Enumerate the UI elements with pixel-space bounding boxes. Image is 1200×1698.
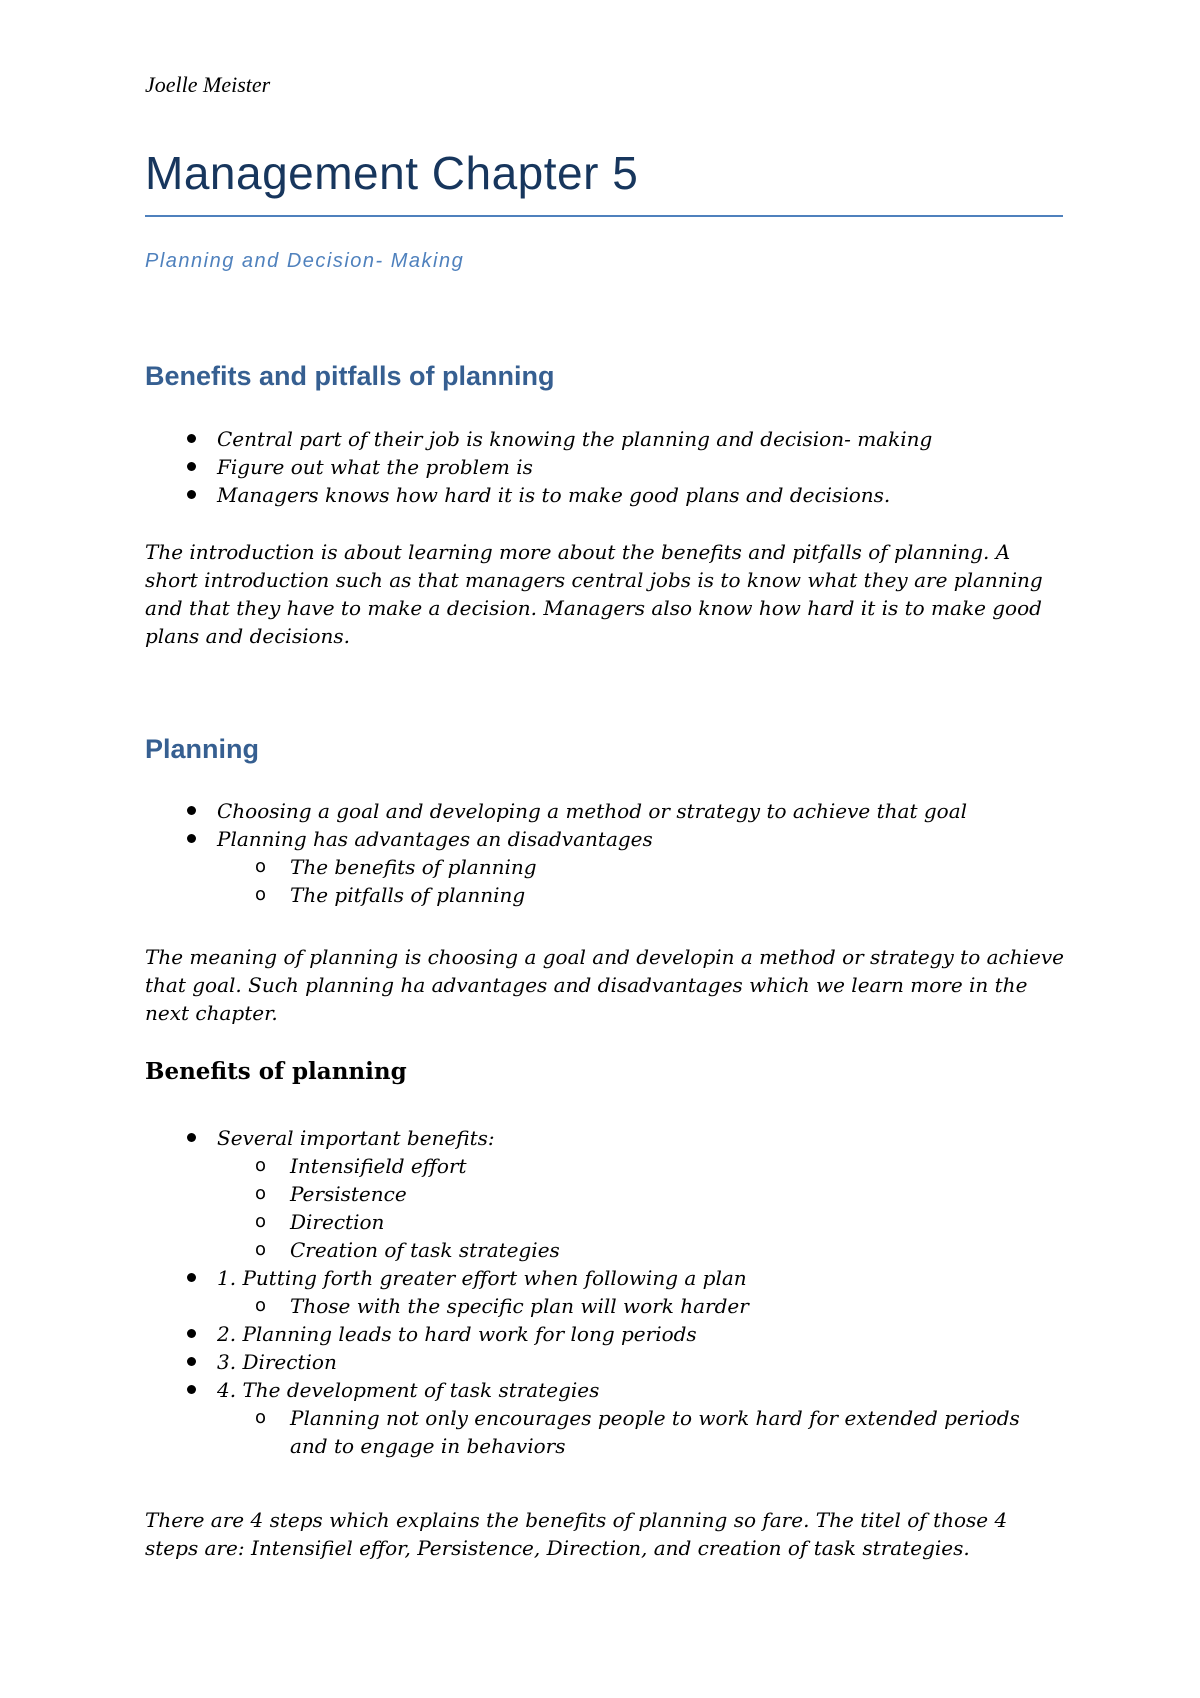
list-item: Several important benefits: [0,1124,1060,1152]
list-item: o Persistence [255,1182,407,1206]
bullet-list-benefits-pitfalls [0,425,932,509]
bullet-icon [187,1273,196,1282]
list-item: o Creation of task strategies [255,1238,560,1262]
circle-bullet-icon: o [255,1183,267,1204]
list-item: o The pitfalls of planning [255,883,526,907]
circle-bullet-icon: o [255,856,267,877]
bullet-icon [187,434,196,443]
paragraph-benefits-summary: There are 4 steps which explains the benefits of planning so fare. The titel of those 4 steps are: Intensifiel effor, Persistence, Direction, and creation of task strategies. [145,1508,1008,1560]
list-item: o The benefits of planning [255,855,537,879]
bullet-icon [187,1385,196,1394]
list-item: o Direction [255,1210,385,1234]
paragraph-intro: The introduction is about learning more about the benefits and pitfalls of planning. A short introduction such as that managers central jobs is to know what they are planning and that they have to make a decision. Managers also know how hard it is to make good plans and decisions. [145,540,1043,648]
circle-bullet-icon: o [255,1155,267,1176]
list-item: Figure out what the problem is [0,453,932,481]
bullet-icon [187,1329,196,1338]
list-item: o Intensifield effort [255,1154,467,1178]
circle-bullet-icon: o [255,1239,267,1260]
circle-bullet-icon: o [255,1407,267,1428]
bullet-icon [187,490,196,499]
bullet-icon [187,1133,196,1142]
bullet-list-planning [0,797,967,909]
bullet-icon [187,462,196,471]
list-item: 2. Planning leads to hard work for long periods [0,1320,1060,1348]
paragraph-planning: The meaning of planning is choosing a goal and developin a method or strategy to achieve that goal. Such planning ha advantages and disadvantages which we learn more in the next chapter. [145,945,1064,1025]
circle-bullet-icon: o [255,1211,267,1232]
list-item: 3. Direction [0,1348,1060,1376]
list-item: o Those with the specific plan will work harder [255,1294,749,1318]
list-item: o Planning not only encourages people to work hard for extended periods and to engage in behaviors [255,1406,1020,1458]
title-underline [145,215,1063,217]
heading-benefits-of-planning: Benefits of planning [145,1058,407,1085]
heading-planning: Planning [145,734,259,764]
document-title: Management Chapter 5 [145,147,639,199]
list-item: Central part of their job is knowing the planning and decision- making [0,425,932,453]
bullet-list-benefits-of-planning [0,1124,1060,1460]
document-subtitle: Planning and Decision- Making [145,250,465,272]
author-name: Joelle Meister [145,72,271,97]
heading-benefits-pitfalls: Benefits and pitfalls of planning [145,361,555,391]
list-item: 4. The development of task strategies [0,1376,1060,1404]
list-item: Choosing a goal and developing a method or strategy to achieve that goal [0,797,967,825]
list-item: 1. Putting forth greater effort when following a plan [0,1264,1060,1292]
circle-bullet-icon: o [255,884,267,905]
bullet-icon [187,1357,196,1366]
bullet-icon [187,806,196,815]
list-item: Planning has advantages an disadvantages [0,825,967,853]
circle-bullet-icon: o [255,1295,267,1316]
list-item: Managers knows how hard it is to make good plans and decisions. [0,481,932,509]
bullet-icon [187,834,196,843]
